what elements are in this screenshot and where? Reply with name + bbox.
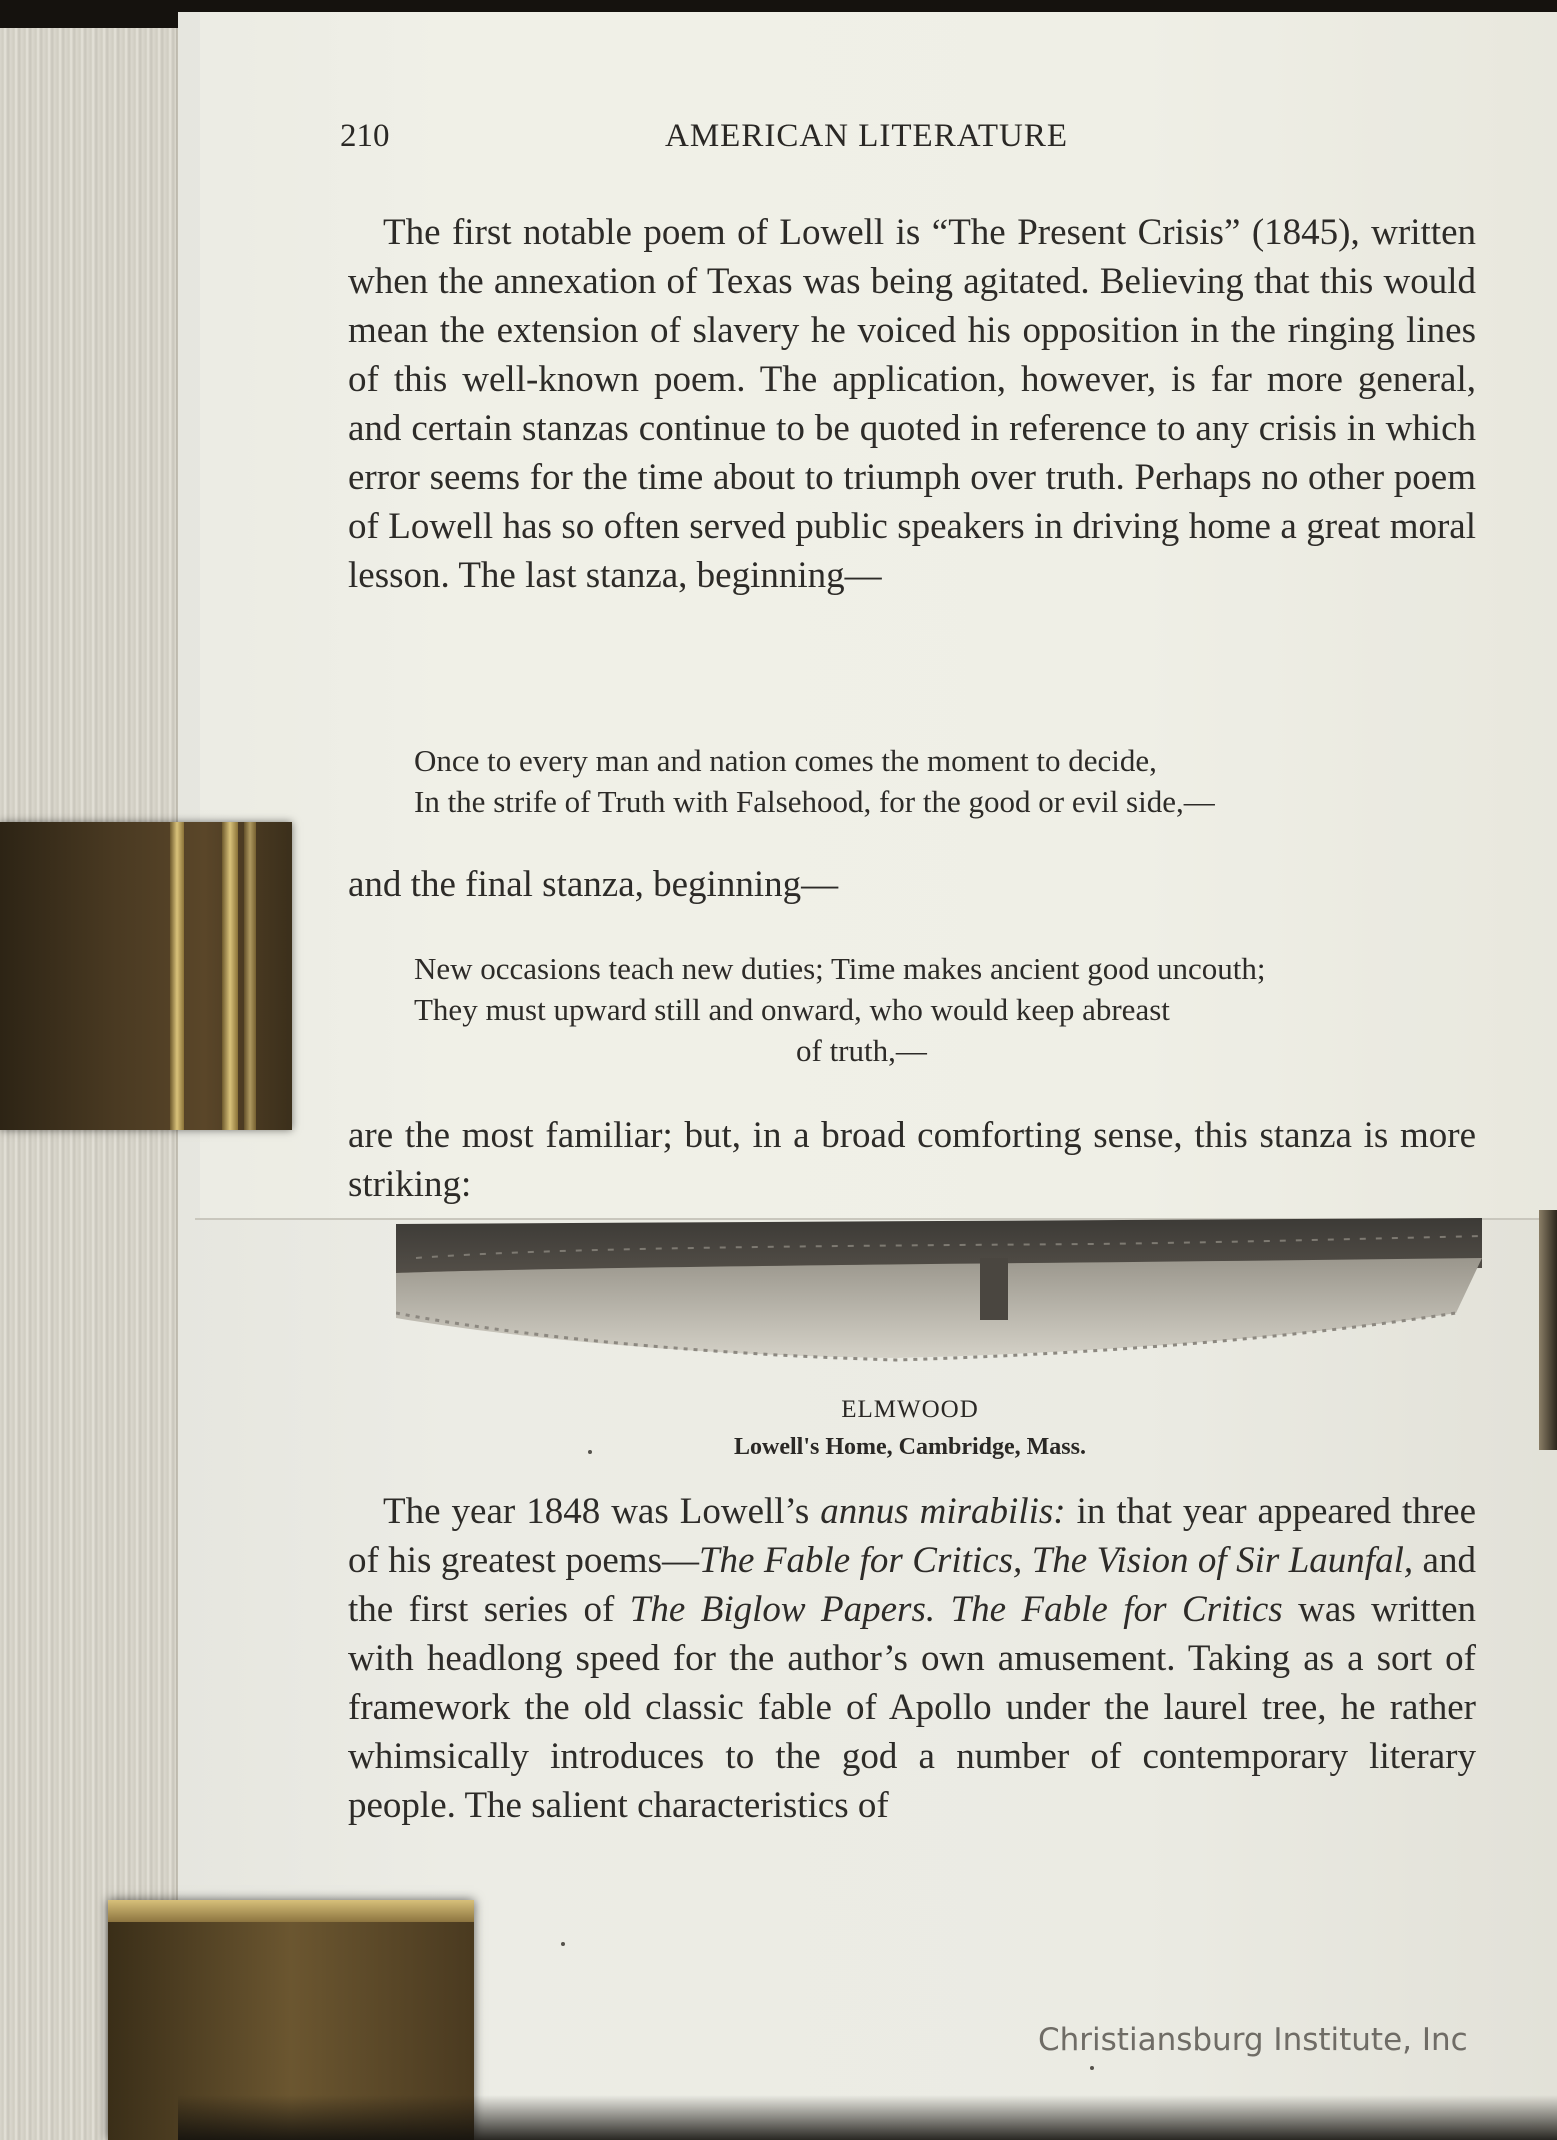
- speck: [1090, 2066, 1094, 2070]
- brass-clip-middle: [0, 822, 292, 1130]
- paragraph-annus-mirabilis: [348, 1487, 1476, 1830]
- verse-line: In the strife of Truth with Falsehood, for the good or evil side,—: [414, 784, 1215, 819]
- verse-line-continuation: of truth,—: [796, 1033, 927, 1068]
- verse-line: They must upward still and onward, who would keep abreast: [414, 992, 1170, 1027]
- text-run: and the first series of: [348, 1540, 1476, 1630]
- verse-last-stanza: [414, 740, 1494, 822]
- verse-line: Once to every man and nation comes the moment to decide,: [414, 743, 1157, 778]
- verse-line: New occasions teach new duties; Time makes ancient good uncouth;: [414, 951, 1266, 986]
- text-run: in that year appeared three of his greatest poems—: [348, 1491, 1477, 1581]
- paragraph-present-crisis: The first notable poem of Lowell is “The Present Crisis” (1845), written when the annexation of Texas was being agitated. Believing that this would mean the extension of slavery he voiced his opposition in the ringing lines of this well-known poem. The application, however, is far more general, and certain stanzas continue to be quoted in reference to any crisis in which error seems for the time about to triumph over truth. Perhaps no other poem of Lowell has so often served public speakers in driving home a great moral lesson. The last stanza, beginning—: [348, 212, 1476, 596]
- elmwood-illustration: [396, 1218, 1482, 1370]
- clip-highlight: [170, 822, 184, 1130]
- text-run: was written with headlong speed for the author’s own amusement. Taking as a sort of framework the old classic fable of Apollo under the laurel tree, he rather whimsically introduces to the god a number of contemporary literary people. The salient characteristics of: [348, 1589, 1476, 1826]
- italic-title: The Fable for Critics, The Vision of Sir Launfal,: [698, 1540, 1414, 1581]
- clip-highlight: [222, 822, 238, 1130]
- page-number: 210: [340, 118, 390, 154]
- speck: [561, 1942, 565, 1946]
- running-head: AMERICAN LITERATURE: [665, 118, 1069, 154]
- verse-final-stanza: [414, 948, 1494, 1071]
- speck: [588, 1450, 592, 1454]
- illustration-caption: Lowell's Home, Cambridge, Mass.: [734, 1434, 1086, 1460]
- paragraph-final-stanza-intro: and the final stanza, beginning—: [348, 864, 839, 905]
- text-run: The year 1848 was Lowell’s: [383, 1491, 821, 1532]
- italic-title: annus mirabilis:: [820, 1491, 1066, 1532]
- page-bottom-shadow: [178, 2095, 1557, 2140]
- paragraph-familiar-stanzas: are the most familiar; but, in a broad comforting sense, this stanza is more striking:: [348, 1115, 1476, 1205]
- italic-title: The Biglow Papers. The Fable for Critics: [629, 1589, 1283, 1630]
- page-header: [340, 112, 1480, 162]
- watermark: Christiansburg Institute, Inc: [1038, 2022, 1468, 2058]
- illustration-title: ELMWOOD: [841, 1396, 979, 1423]
- clip-highlight: [244, 822, 256, 1130]
- torn-page-edge: [1539, 1210, 1557, 1450]
- clip-highlight: [108, 1900, 474, 1922]
